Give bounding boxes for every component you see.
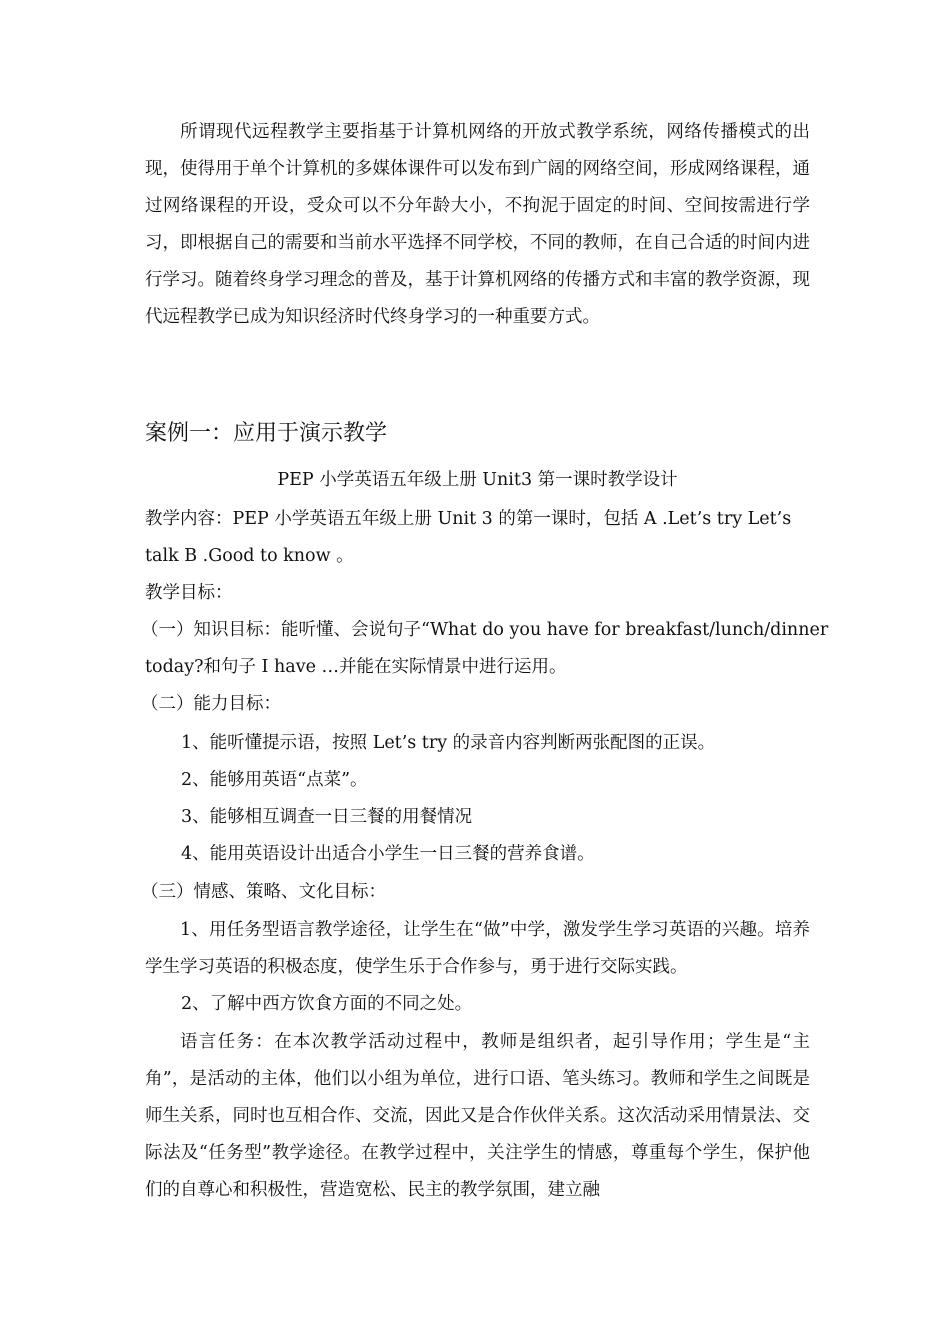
- ability-item-4: 4、能用英语设计出适合小学生一日三餐的营养食谱。: [181, 844, 595, 864]
- content-line-2: talk B .Good to know 。: [145, 546, 354, 566]
- case-heading: 案例一：应用于演示教学: [145, 421, 388, 446]
- emotion-goals-label: （三）情感、策略、文化目标：: [141, 882, 386, 902]
- emotion-item-2: 2、了解中西方饮食方面的不同之处。: [181, 994, 473, 1014]
- document-page: [141, 0, 829, 1344]
- knowledge-goal-line-1: （一）知识目标：能听懂、会说句子“What do you have for breakfast/lunch/dinner: [141, 620, 829, 640]
- ability-goals-label: （二）能力目标：: [141, 694, 281, 714]
- content-line-1: 教学内容：PEP 小学英语五年级上册 Unit 3 的第一课时，包括 A .Let’s try Let’s: [145, 509, 792, 529]
- emotion-item-1: 1、用任务型语言教学途径，让学生在“做”中学，激发学生学习英语的兴趣。培养学生学习英语的积极态度，使学生乐于合作参与，勇于进行交际实践。: [145, 920, 810, 977]
- intro-paragraph: 所谓现代远程教学主要指基于计算机网络的开放式教学系统，网络传播模式的出现，使得用于单个计算机的多媒体课件可以发布到广阔的网络空间，形成网络课程，通过网络课程的开设，受众可以不分年龄大小，不拘泥于固定的时间、空间按需进行学习，即根据自己的需要和当前水平选择不同学校，不同的教师，在自己合适的时间内进行学习。随着终身学习理念的普及，基于计算机网络的传播方式和丰富的教学资源，现代远程教学已成为知识经济时代终身学习的一种重要方式。: [145, 122, 810, 327]
- ability-item-2: 2、能够用英语“点菜”。: [181, 770, 368, 790]
- ability-item-1: 1、能听懂提示语，按照 Let’s try 的录音内容判断两张配图的正误。: [181, 733, 716, 753]
- goals-label: 教学目标：: [145, 583, 233, 603]
- lesson-title: PEP 小学英语五年级上册 Unit3 第一课时教学设计: [277, 470, 678, 490]
- knowledge-goal-line-2: today?和句子 I have …并能在实际情景中进行运用。: [145, 657, 567, 677]
- language-task-paragraph: 语言任务：在本次教学活动过程中，教师是组织者，起引导作用；学生是“主角”，是活动的主体，他们以小组为单位，进行口语、笔头练习。教师和学生之间既是师生关系，同时也互相合作、交流，因此又是合作伙伴关系。这次活动采用情景法、交际法及“任务型”教学途径。在教学过程中，关注学生的情感，尊重每个学生，保护他们的自尊心和积极性，营造宽松、民主的教学氛围，建立融: [145, 1032, 810, 1200]
- ability-item-3: 3、能够相互调查一日三餐的用餐情况: [181, 807, 473, 827]
